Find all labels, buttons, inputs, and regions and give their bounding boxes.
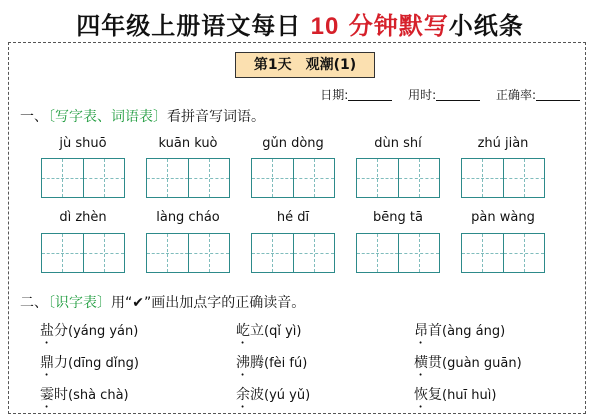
word-rest: 腾: [250, 355, 264, 371]
writing-grid[interactable]: [251, 158, 335, 198]
section1-tag: 写字表、词语表: [55, 109, 153, 125]
reading-item[interactable]: [414, 320, 505, 347]
writing-grid[interactable]: [461, 233, 545, 273]
word-rest: 波: [250, 387, 264, 403]
reading-item[interactable]: [414, 384, 496, 411]
word-rest: 分: [54, 323, 68, 339]
pinyin-options: (yú yǔ): [264, 388, 311, 403]
writing-grid[interactable]: [41, 233, 125, 273]
reading-item[interactable]: [40, 320, 138, 347]
writing-grid[interactable]: [356, 233, 440, 273]
lesson-title: 观潮(1): [305, 57, 357, 73]
dotted-char: 余: [236, 387, 250, 403]
accuracy-field[interactable]: [536, 88, 580, 101]
reading-item[interactable]: [236, 352, 307, 379]
reading-item[interactable]: [414, 352, 522, 379]
time-field[interactable]: [436, 88, 480, 101]
pinyin: làng cháo: [156, 210, 220, 225]
title-suffix: 小纸条: [448, 12, 524, 40]
reading-item[interactable]: [236, 320, 301, 347]
dotted-char: 横: [414, 355, 428, 371]
section1-num: 一、: [20, 109, 48, 125]
dotted-char: 沸: [236, 355, 250, 371]
reading-item[interactable]: [236, 384, 310, 411]
section1-heading: [20, 106, 265, 126]
section2-bracket-close: 〕: [97, 295, 111, 311]
writing-grid[interactable]: [41, 158, 125, 198]
section2-heading: [20, 292, 305, 312]
date-label: 日期:: [320, 88, 349, 102]
word-rest: 复: [428, 387, 442, 403]
word-rest: 时: [54, 387, 68, 403]
writing-grid[interactable]: [251, 233, 335, 273]
pinyin: hé dī: [276, 210, 310, 225]
meta-row: [308, 86, 580, 103]
reading-item[interactable]: [40, 384, 129, 411]
time-label: 用时:: [408, 88, 437, 102]
pinyin: kuān kuò: [158, 136, 218, 151]
dotted-char: 鼎: [40, 355, 54, 371]
writing-grid[interactable]: [461, 158, 545, 198]
section1-bracket-open: 〔: [48, 109, 55, 125]
accuracy-label: 正确率:: [495, 88, 536, 102]
section1-bracket-close: 〕: [153, 109, 167, 125]
date-field[interactable]: [348, 88, 392, 101]
pinyin: zhú jiàn: [477, 136, 529, 151]
dotted-char: 昂: [414, 323, 428, 339]
pinyin: dì zhèn: [59, 210, 107, 225]
word-rest: 立: [250, 323, 264, 339]
pinyin: dùn shí: [374, 136, 422, 151]
pinyin: bēng tā: [373, 210, 423, 225]
pinyin-options: (àng áng): [442, 324, 506, 339]
dotted-char: 盐: [40, 323, 54, 339]
pinyin-options: (guàn guān): [442, 356, 522, 371]
writing-grid[interactable]: [356, 158, 440, 198]
writing-grid[interactable]: [146, 158, 230, 198]
day-label: 第1天: [253, 57, 292, 73]
pinyin: pàn wàng: [471, 210, 535, 225]
section2-text: 用“✔”画出加点字的正确读音。: [111, 295, 306, 311]
title-red: 分钟默写: [348, 12, 449, 40]
dotted-char: 恢: [414, 387, 428, 403]
title-prefix: 四年级上册语文每日: [76, 12, 302, 40]
section2-num: 二、: [20, 295, 48, 311]
pinyin-options: (yáng yán): [68, 324, 139, 339]
pinyin-options: (qǐ yì): [264, 324, 302, 339]
reading-item[interactable]: [40, 352, 139, 379]
section1-text: 看拼音写词语。: [167, 109, 265, 125]
pinyin: jù shuō: [59, 136, 107, 151]
page-title: [0, 6, 600, 41]
pinyin: gǔn dòng: [262, 136, 324, 151]
word-rest: 贯: [428, 355, 442, 371]
word-rest: 首: [428, 323, 442, 339]
dotted-char: 屹: [236, 323, 250, 339]
section2-bracket-open: 〔: [48, 295, 55, 311]
dotted-char: 霎: [40, 387, 54, 403]
title-number: 10: [310, 13, 340, 40]
pinyin-options: (shà chà): [68, 388, 129, 403]
word-rest: 力: [54, 355, 68, 371]
pinyin-options: (fèi fú): [264, 356, 308, 371]
day-box: [235, 52, 375, 78]
pinyin-options: (dīng dǐng): [68, 356, 139, 371]
writing-grid[interactable]: [146, 233, 230, 273]
section2-tag: 识字表: [55, 295, 97, 311]
pinyin-options: (huī huì): [442, 388, 497, 403]
